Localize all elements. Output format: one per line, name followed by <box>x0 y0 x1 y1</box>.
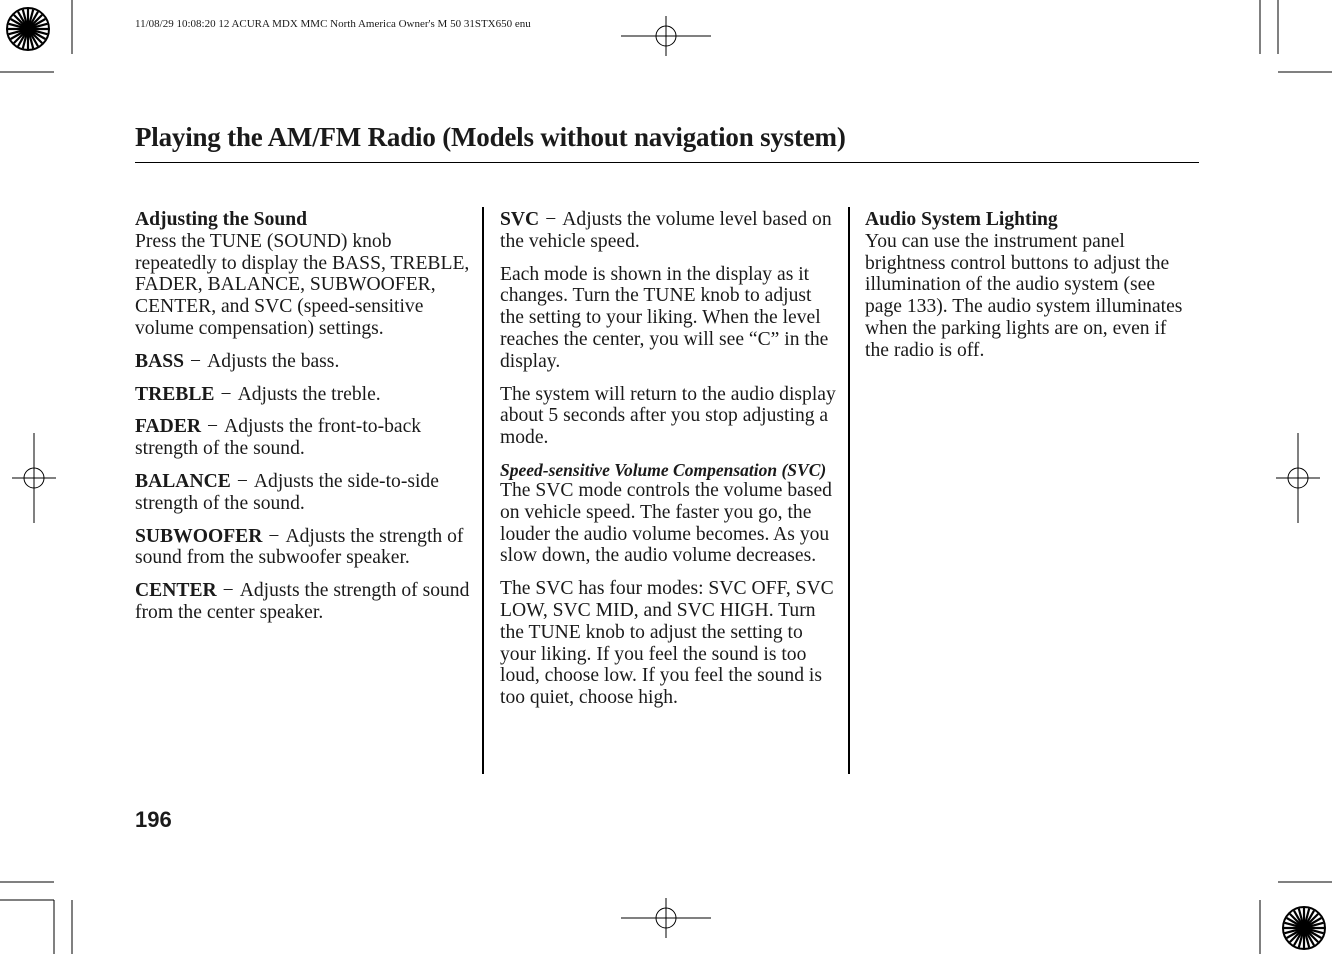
svc-section <box>500 460 840 567</box>
dash: − <box>236 470 248 492</box>
column-divider <box>482 207 484 774</box>
dash: − <box>190 350 202 372</box>
dash: − <box>545 209 557 230</box>
registration-target-icon <box>12 433 56 523</box>
dash: − <box>222 580 234 602</box>
setting-term: BALANCE <box>135 470 231 492</box>
column-svc <box>500 209 840 720</box>
setting-term: CENTER <box>135 580 217 602</box>
setting-text: Adjusts the strength of sound from the subwoofer speaker. <box>135 525 464 569</box>
setting-center <box>135 580 470 624</box>
setting-balance <box>135 471 470 515</box>
paragraph: The SVC mode controls the volume based on vehicle speed. The faster you go, the louder the audio volume becomes. As you slow down, the audio volume decreases. <box>500 479 832 567</box>
setting-term: TREBLE <box>135 383 215 405</box>
section-heading: Adjusting the Sound <box>135 209 308 230</box>
intro-text: Press the TUNE (SOUND) knob repeatedly to display the BASS, TREBLE, FADER, BALANCE, SUBWOOFER, CENTER, and SVC (speed-sensitive volume compensation) settings. <box>135 230 470 339</box>
print-slug: 11/08/29 10:08:20 12 ACURA MDX MMC North America Owner's M 50 31STX650 enu <box>135 18 531 30</box>
paragraph: The system will return to the audio display about 5 seconds after you stop adjusting a mode. <box>500 383 836 449</box>
setting-svc <box>500 209 840 253</box>
setting-text: Adjusts the front-to-back strength of the sound. <box>135 416 422 460</box>
starburst-target-icon <box>3 4 53 54</box>
setting-treble <box>135 384 470 406</box>
section-heading: Audio System Lighting <box>865 209 1058 230</box>
column-lighting <box>865 209 1195 373</box>
setting-fader <box>135 416 470 460</box>
setting-text: Adjusts the strength of sound from the center speaker. <box>135 580 470 623</box>
title-rule <box>135 162 1199 163</box>
paragraph: The SVC has four modes: SVC OFF, SVC LOW, SVC MID, and SVC HIGH. Turn the TUNE knob to adjust the setting to your liking. If you feel the sound is too loud, choose low. If you feel the sound is too quiet, choose high. <box>500 578 834 709</box>
registration-target-icon <box>1276 433 1320 523</box>
setting-text: Adjusts the bass. <box>207 350 340 372</box>
subheading: Speed-sensitive Volume Compensation (SVC) <box>500 459 827 480</box>
setting-subwoofer <box>135 526 470 570</box>
setting-term: FADER <box>135 416 202 438</box>
dash: − <box>207 416 219 438</box>
dash: − <box>268 525 280 547</box>
column-divider <box>848 207 850 774</box>
lighting-text: You can use the instrument panel brightness control buttons to adjust the illumination of the audio system (see page 133). The audio system illuminates when the parking lights are on, even if the radio is off. <box>865 230 1183 361</box>
registration-target-icon <box>621 898 711 938</box>
starburst-target-icon <box>1279 903 1329 953</box>
dash: − <box>220 383 232 405</box>
setting-term: SVC <box>500 209 540 230</box>
page-number: 196 <box>135 807 172 832</box>
paragraph: Each mode is shown in the display as it changes. Turn the TUNE knob to adjust the setting to your liking. When the level reaches the center, you will see “C” in the display. <box>500 263 829 372</box>
setting-text: Adjusts the side-to-side strength of the sound. <box>135 470 439 514</box>
setting-term: SUBWOOFER <box>135 525 263 547</box>
setting-bass <box>135 351 470 373</box>
setting-term: BASS <box>135 350 185 372</box>
setting-text: Adjusts the volume level based on the vehicle speed. <box>500 209 832 252</box>
lighting-section <box>865 209 1195 362</box>
page-title: Playing the AM/FM Radio (Models without navigation system) <box>135 122 846 152</box>
registration-target-icon <box>621 16 711 56</box>
column-adjusting-sound <box>135 209 470 635</box>
setting-text: Adjusts the treble. <box>237 383 381 405</box>
section-intro <box>135 209 470 340</box>
